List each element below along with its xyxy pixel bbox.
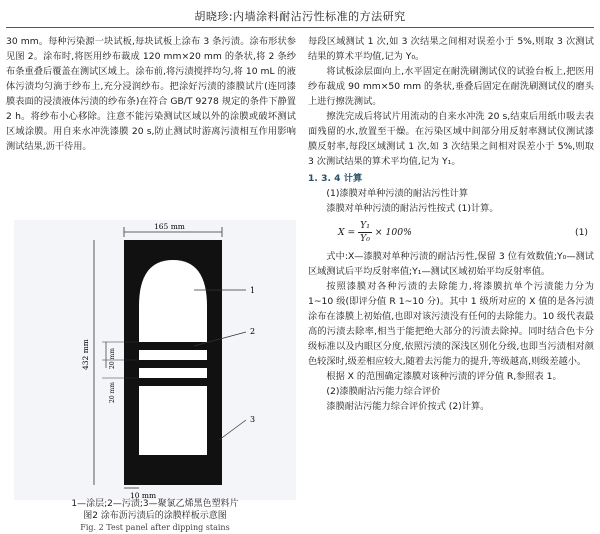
right-paragraph-3: 擦洗完成后将试片用流动的自来水冲洗 20 s,结束后用纸巾吸去表面残留的水,放置至干燥。在污染区域中间部分用反射率测试仪测试漆膜反射率,每段区域测试 1 次,如 3 次结果之间相对误差小于 5%,则取 3 次测试结果的算术平均值,记为 Y₁。	[308, 111, 594, 167]
formula-number: (1)	[574, 227, 588, 238]
formula-where: 式中:X—漆膜对单种污渍的耐沾污性,保留 3 位有效数值;Y₀—测试区域测试后平均反射率值;Y₁—测试区域初始平均反射率值。	[308, 251, 594, 277]
formula-lhs: X =	[338, 227, 356, 238]
formula-fraction	[358, 220, 372, 245]
side-dimension-label: 432 mm	[81, 339, 90, 370]
gap-dimension-1: 20 mm	[109, 348, 116, 369]
formula-rhs: × 100%	[374, 227, 412, 238]
right-column	[308, 34, 594, 414]
left-column	[6, 34, 296, 154]
table-reference: 根据 X 的范围确定漆膜对该种污渍的评分值 R,参照表 1。	[326, 371, 562, 382]
top-dimension-label: 165 mm	[154, 222, 185, 231]
subheading-1: (1)漆膜对单种污渍的耐沾污性计算	[326, 188, 469, 199]
running-header: 胡晓珍:内墙涂料耐沾污性标准的方法研究	[194, 10, 406, 23]
figure-legend: 1—涂层;2—污渍;3—聚氯乙烯黑色塑料片	[71, 499, 239, 509]
stain-band-2	[139, 360, 207, 368]
subheading-2-text: 漆膜耐沾污能力综合评价按式 (2)计算。	[326, 401, 490, 412]
grading-paragraph: 按照漆膜对各种污渍的去除能力,将漆膜抗单个污渍能力分为 1~10 级(即评分值 R 1~10 分)。其中 1 级所对应的 X 值的是各污渍涂布在漆膜上初始值,也即对该污渍没有任何的去除能力。10 级代表最高的污渍去除率,相当于能把绝大部分的污渍去除掉。同时结合色卡分级标准以及内眼区分度,依照污渍的深浅区别化分级,也即当污渍相对颜色较深时,级差相应较大,随着去污能力的提升,等级越高,则级差越小。	[308, 281, 594, 367]
header-rule	[6, 27, 594, 28]
bottom-dimension-label: 10 mm	[130, 491, 157, 500]
figure-caption-cn: 图2 涂布沥污渍后的涂膜样板示意图	[83, 511, 227, 521]
callout-2: 2	[250, 327, 256, 336]
callout-line-3	[219, 420, 246, 440]
test-panel-diagram	[14, 220, 296, 500]
figure-caption-en: Fig. 2 Test panel after dipping stains	[80, 523, 230, 532]
section-heading-calc: 1. 3. 4 计算	[308, 173, 363, 184]
stain-band-3	[139, 378, 207, 386]
formula-1	[308, 220, 594, 245]
formula-numerator: Y₁	[360, 220, 370, 231]
left-paragraph-1: 30 mm。每种污染源一块试板,每块试板上涂布 3 条污渍。涂布形状参见图 2。涂布时,将医用纱布裁成 120 mm×20 mm 的条状,将 2 条纱布条重叠后覆盖在测试区域上。涂布前,将污渍搅拌均匀,将 10 mL 的液体污渍均匀滴于纱布上,充分浸润纱布。把涂好污渍的漆膜试片(连同漆膜表面的浸渍液体污渍的纱布条)在符合 GB/T 9278 规定的条件下静置 2 h。将纱布小心移除。注意不能污染测试区域以外的涂膜或破坏测试区域涂膜。用自来水冲洗漆膜 20 s,防止测试时游离污渍相互作用影响测试结果,沥干待用。	[6, 36, 296, 152]
coating-area	[139, 260, 207, 455]
right-paragraph-1: 每段区域测试 1 次,如 3 次结果之间相对误差小于 5%,则取 3 次测试结果的算术平均值,记为 Y₀。	[308, 36, 594, 62]
formula-denominator: Y₀	[360, 233, 370, 244]
subheading-2: (2)漆膜耐沾污能力综合评价	[326, 386, 441, 397]
subheading-1-text: 漆膜对单种污渍的耐沾污性按式 (1)计算。	[326, 203, 499, 214]
callout-3: 3	[250, 415, 256, 424]
figure-2	[14, 220, 296, 500]
stain-band-1	[139, 342, 207, 350]
callout-1: 1	[250, 286, 256, 295]
gap-dimension-2: 20 mm	[109, 382, 116, 403]
right-paragraph-2: 将试板涂层面向上,水平固定在耐洗刷测试仪的试验台板上,把医用纱布裁成 90 mm×50 mm 的条状,垂叠后固定在耐洗刷测试仪的磨头上进行擦洗测试。	[308, 66, 594, 107]
